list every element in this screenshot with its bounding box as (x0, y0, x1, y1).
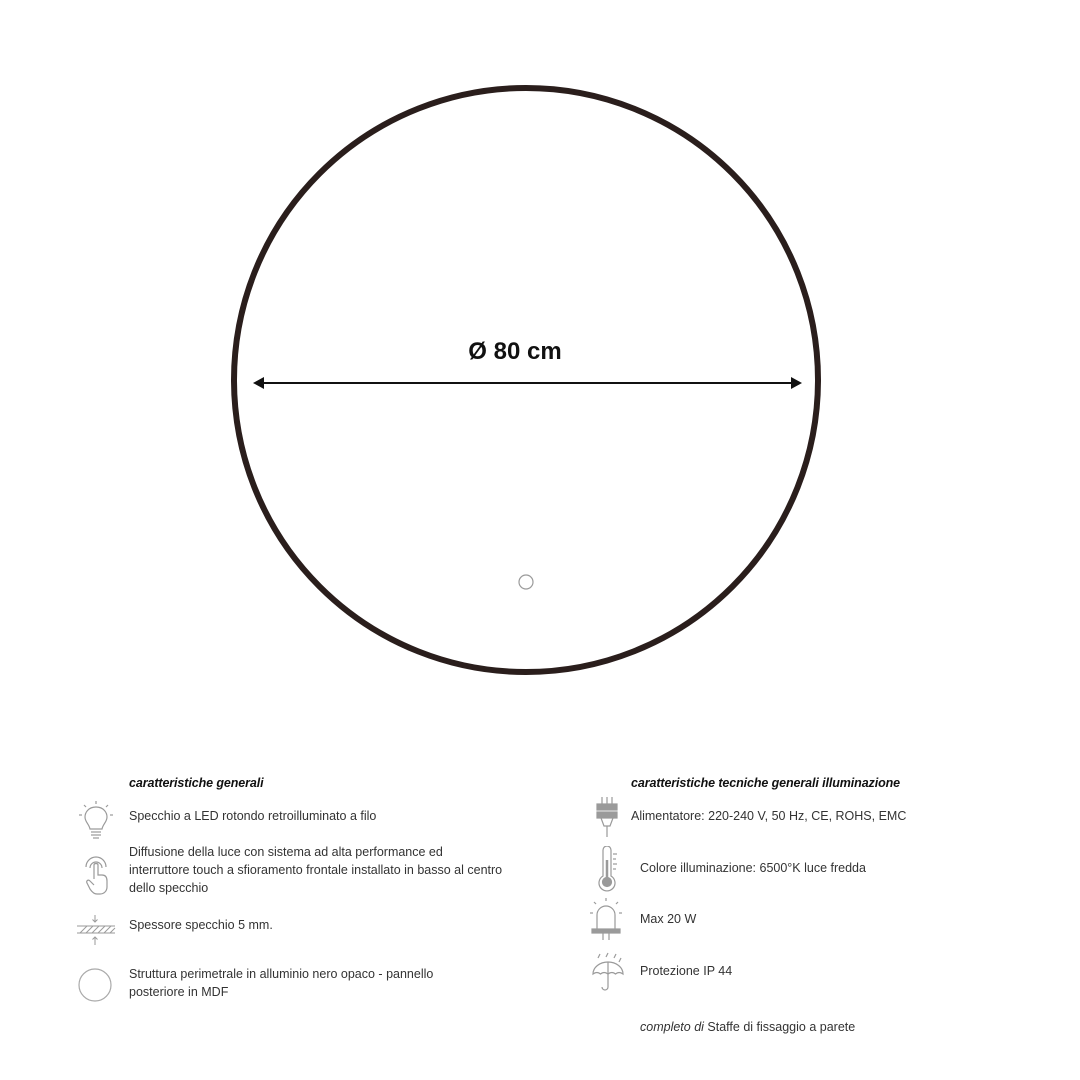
led-bulb-icon (78, 800, 114, 842)
umbrella-rain-icon (591, 952, 625, 994)
spec-frame-structure: Struttura perimetrale in alluminio nero opaco - pannello posteriore in MDF (129, 967, 434, 999)
general-features-title: caratteristiche generali (129, 776, 264, 790)
touch-switch-circle (519, 575, 533, 589)
diameter-arrow-left-head (253, 377, 264, 389)
spec-led-mirror: Specchio a LED rotondo retroilluminato a filo (129, 809, 377, 823)
included-text: Staffe di fissaggio a parete (707, 1020, 856, 1034)
round-frame-icon (78, 968, 112, 1002)
lamp-power-icon (589, 897, 623, 941)
spec-light-diffusion: Diffusione della luce con sistema ad alta performance ed interruttore touch a sfioramento frontale installato in basso al centro dello specchio (129, 845, 503, 895)
touch-hand-icon (80, 853, 112, 895)
diameter-label: Ø 80 cm (468, 338, 562, 365)
power-plug-icon (594, 796, 620, 838)
spec-ip-protection: Protezione IP 44 (640, 964, 733, 978)
lighting-features-title: caratteristiche tecniche generali illuminazione (631, 776, 901, 790)
diameter-arrow-right-head (791, 377, 802, 389)
thermometer-icon (594, 846, 620, 892)
spec-power-supply: Alimentatore: 220-240 V, 50 Hz, CE, ROHS, EMC (631, 809, 907, 823)
spec-light-color: Colore illuminazione: 6500°K luce fredda (640, 861, 866, 875)
spec-mirror-thickness: Spessore specchio 5 mm. (129, 918, 273, 932)
spec-included-accessories (640, 1018, 1040, 1036)
spec-max-power: Max 20 W (640, 912, 697, 926)
thickness-icon (76, 914, 116, 946)
included-prefix: completo di (640, 1020, 704, 1034)
